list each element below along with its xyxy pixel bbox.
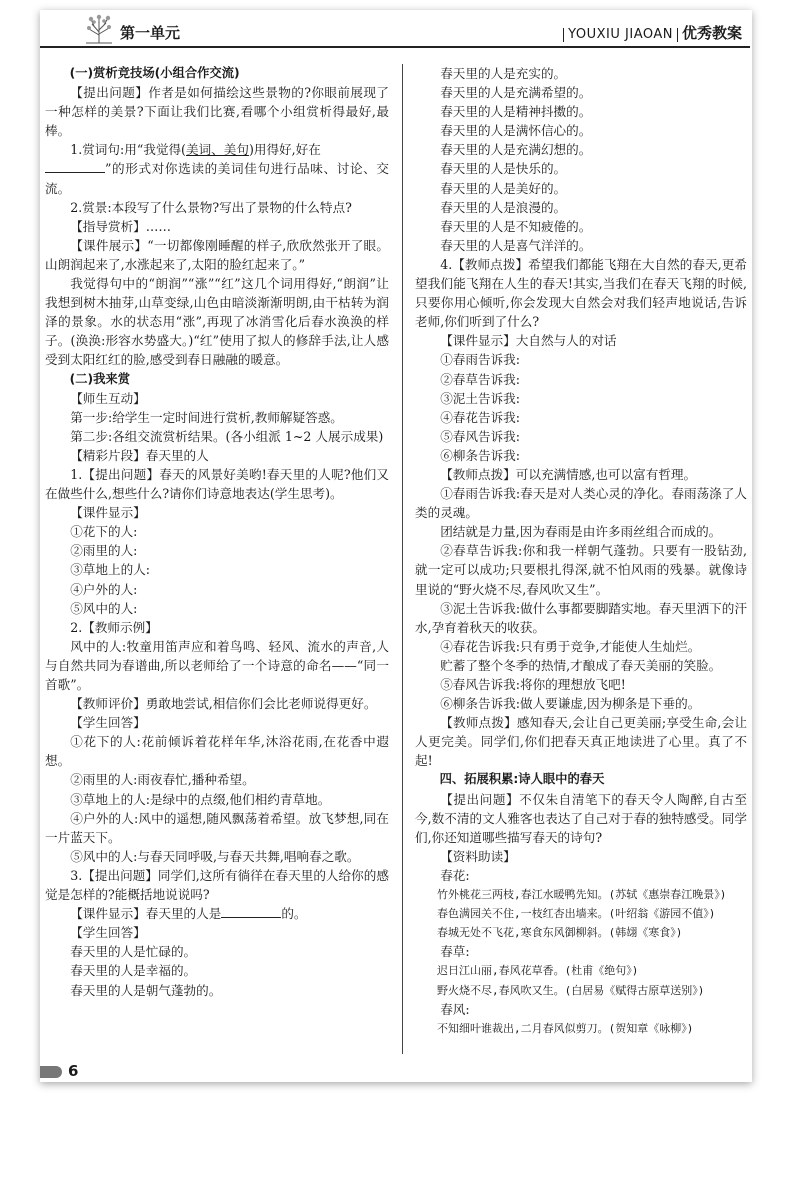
list-item: ②春草告诉我: (440, 371, 520, 387)
brand (559, 22, 742, 43)
list-item: 春天里的人是满怀信心的。 (440, 123, 592, 139)
poem-line: 春色满园关不住,一枝红杏出墙来。(叶绍翁《游园不值》) (437, 907, 716, 921)
list-item: ③泥土告诉我: (440, 390, 520, 406)
paragraph: 【课件展示】“一切都像刚睡醒的样子,欣欣然张开了眼。山朗润起来了,水涨起来了,太阳的脸红起来了。” (45, 237, 389, 272)
paragraph: 【指导赏析】…… (70, 218, 171, 234)
text: 【课件显示】春天里的人是 (70, 906, 222, 922)
paragraph: ④春花告诉我:只有勇于竞争,才能使人生灿烂。 (440, 638, 701, 654)
paragraph (45, 140, 389, 197)
page-tab-marker (40, 1066, 62, 1078)
list-item: 春天里的人是充满希望的。 (440, 85, 592, 101)
list-item: 春天里的人是忙碌的。 (70, 944, 197, 960)
poem-line: 迟日江山丽,春风花草香。(杜甫《绝句》) (437, 964, 639, 978)
section-heading: (一)赏析竞技场(小组合作交流) (69, 66, 240, 80)
paragraph: 【教师评价】勇敢地尝试,相信你们会比老师说得更好。 (70, 696, 377, 712)
list-item: 春天里的人是精神抖擞的。 (440, 104, 592, 120)
paragraph: 【精彩片段】春天里的人 (70, 447, 209, 463)
paragraph: 【课件显示】 (70, 505, 146, 521)
brand-separator (677, 28, 678, 42)
paragraph: 第二步:各组交流赏析结果。(各小组派 1~2 人展示成果) (70, 428, 384, 444)
left-column (45, 64, 389, 1000)
paragraph: 4.【教师点拨】希望我们都能飞翔在大自然的春天,更希望我们能飞翔在人生的春天!其实,当我们在春天飞翔的时候,只要你用心倾听,你会发现大自然会对我们轻声地说话,告诉老师,你们听到了什么? (415, 256, 747, 330)
list-item: ①花下的人: (70, 524, 138, 540)
paragraph: 【学生回答】 (70, 715, 146, 731)
list-item: 春天里的人是快乐的。 (440, 161, 567, 177)
section-heading: (二)我来赏 (69, 371, 131, 386)
paragraph: 2.赏景:本段写了什么景物?写出了景物的什么特点? (70, 199, 352, 215)
paragraph: 贮蓄了整个冬季的热情,才酿成了春天美丽的笑脸。 (440, 657, 722, 673)
paragraph: 风中的人:牧童用笛声应和着鸟鸣、轻风、流水的声音,人与自然共同为春谱曲,所以老师给了一个诗意的命名——“同一首歌”。 (45, 638, 389, 692)
list-item: ④春花告诉我: (440, 409, 520, 425)
paragraph: 【教师点拨】可以充满情感,也可以富有哲理。 (440, 466, 697, 482)
brand-separator (563, 28, 564, 42)
answer-item: ②雨里的人:雨夜春忙,播种希望。 (70, 772, 255, 788)
list-item: 春天里的人是朝气蓬勃的。 (70, 982, 222, 998)
paragraph: 【课件显示】大自然与人的对话 (440, 333, 617, 349)
paragraph: ②春草告诉我:你和我一样朝气蓬勃。只要有一股钻劲,就一定可以成功;只要根扎得深,就不怕风雨的残暴。就像诗里说的“野火烧不尽,春风吹又生”。 (415, 543, 747, 597)
poem-line: 不知细叶谁裁出,二月春风似剪刀。(贺知章《咏柳》) (437, 1021, 694, 1035)
list-item: 春天里的人是充实的。 (440, 66, 567, 81)
paragraph: 第一步:给学生一定时间进行赏析,教师解疑答惑。 (70, 409, 343, 425)
paragraph: 【学生回答】 (70, 925, 146, 941)
text: )用得好,好在 (248, 142, 321, 158)
list-item: 春天里的人是喜气洋洋的。 (440, 237, 592, 253)
list-item: ⑤春风告诉我: (440, 428, 520, 444)
list-item: ②雨里的人: (70, 543, 138, 559)
brand-name: 优秀教案 (681, 24, 742, 42)
paragraph: 1.【提出问题】春天的风景好美哟!春天里的人呢?他们又在做些什么,想些什么?请你们诗意地表达(学生思考)。 (45, 466, 389, 502)
poem-category: 春风: (440, 1001, 470, 1017)
fill-blank (221, 905, 281, 918)
poem-line: 野火烧不尽,春风吹又生。(白居易《赋得古原草送别》) (437, 983, 705, 997)
paragraph: ⑤春风告诉我:将你的理想放飞吧! (440, 677, 626, 692)
paragraph: 【提出问题】不仅朱自清笔下的春天令人陶醉,自古至今,数不清的文人雅客也表达了自己对于春的独特感受。同学们,你还知道哪些描写春天的诗句? (415, 791, 747, 845)
paragraph: 【资料助读】 (440, 848, 516, 864)
list-item: 春天里的人是美好的。 (440, 180, 567, 196)
paragraph: ③泥土告诉我:做什么事都要脚踏实地。春天里洒下的汗水,孕育着秋天的收获。 (415, 600, 747, 635)
list-item: 春天里的人是幸福的。 (70, 963, 197, 979)
answer-item: ④户外的人:风中的遥想,随风飘荡着希望。放飞梦想,同在一片蓝天下。 (45, 810, 389, 845)
paragraph: 【师生互动】 (70, 390, 146, 406)
paragraph: 我觉得句中的“朗润”“涨”“红”这几个词用得好,“朗润”让我想到树木抽芽,山草变绿,山色由暗淡渐渐明朗,由干枯转为润泽的景象。水的状态用“涨”,再现了冰消雪化后春水涣涣的样子。(涣涣:形容水势盛大。)“红”使用了拟人的修辞手法,让人感受到太阳红红的脸,感受到春日融融的暖意。 (45, 276, 389, 368)
poem-category: 春草: (440, 944, 470, 960)
page-number: 6 (68, 1062, 79, 1080)
list-item: ①春雨告诉我: (440, 352, 520, 368)
list-item: 春天里的人是充满幻想的。 (440, 142, 592, 158)
right-column (415, 64, 747, 1038)
text: 1.赏词句:用“我觉得( (70, 142, 186, 158)
poem-category: 春花: (440, 867, 470, 883)
answer-item: ③草地上的人:是绿中的点缀,他们相约青草地。 (70, 791, 331, 807)
text: 的。 (281, 906, 307, 922)
paragraph: 【提出问题】作者是如何描绘这些景物的?你眼前展现了一种怎样的美景?下面让我们比赛,看哪个小组赏析得最好,最棒。 (45, 85, 389, 139)
text: ”的形式对你选读的美词佳句进行品味、讨论、交流。 (45, 161, 389, 196)
section-heading: 四、拓展积累:诗人眼中的春天 (439, 772, 605, 787)
page-footer (40, 1062, 140, 1082)
list-item: ⑥柳条告诉我: (440, 447, 520, 463)
list-item: ③草地上的人: (70, 562, 150, 578)
list-item: 春天里的人是不知疲倦的。 (440, 218, 592, 234)
unit-title: 第一单元 (120, 24, 181, 42)
list-item: 春天里的人是浪漫的。 (440, 199, 567, 215)
tree-logo-icon (82, 14, 116, 44)
paragraph: 团结就是力量,因为春雨是由许多雨丝组合而成的。 (440, 524, 722, 540)
brand-pinyin: YOUXIU JIAOAN (568, 27, 673, 42)
paragraph: ⑥柳条告诉我:做人要谦虚,因为柳条是下垂的。 (440, 696, 701, 712)
fill-blank (45, 160, 105, 173)
paragraph: 【教师点拨】感知春天,会让自己更美丽;享受生命,会让人更完美。同学们,你们把春天真正地读进了心里。真了不起! (415, 715, 747, 769)
page-header (40, 20, 750, 48)
answer-item: ⑤风中的人:与春天同呼吸,与春天共舞,唱响春之歌。 (70, 848, 360, 864)
underlined-text: 美词、美句 (185, 142, 249, 158)
list-item: ④户外的人: (70, 581, 138, 597)
paragraph: 2.【教师示例】 (70, 619, 158, 635)
paragraph (45, 904, 389, 923)
paragraph: ①春雨告诉我:春天是对人类心灵的净化。春雨荡涤了人类的灵魂。 (415, 486, 747, 521)
poem-line: 竹外桃花三两枝,春江水暖鸭先知。(苏轼《惠崇春江晚景》) (437, 888, 727, 902)
poem-line: 春城无处不飞花,寒食东风御柳斜。(韩翃《寒食》) (437, 926, 683, 940)
answer-item: ①花下的人:花前倾诉着花样年华,沐浴花雨,在花香中遐想。 (45, 734, 389, 769)
paragraph: 3.【提出问题】同学们,这所有徜徉在春天里的人给你的感觉是怎样的?能概括地说说吗? (45, 867, 389, 903)
column-divider (402, 64, 403, 1054)
list-item: ⑤风中的人: (70, 600, 138, 616)
